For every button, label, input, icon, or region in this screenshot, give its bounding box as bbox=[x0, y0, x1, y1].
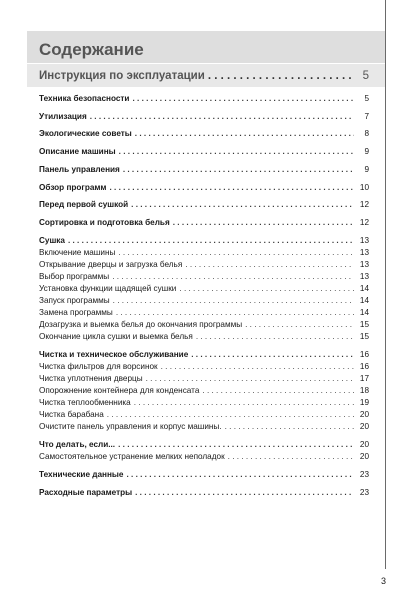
toc-entry-text: Самостоятельное устранение мелких неполадок bbox=[39, 452, 225, 461]
toc-entry[interactable] bbox=[39, 111, 369, 123]
leader-dots bbox=[107, 409, 354, 421]
toc-entry[interactable] bbox=[39, 271, 369, 283]
leader-dots bbox=[68, 235, 354, 247]
toc-entry-text: Расходные параметры bbox=[39, 488, 133, 497]
toc-entry-page: 9 bbox=[364, 165, 369, 174]
leader-dots bbox=[131, 199, 354, 211]
toc-entry-text: Включение машины bbox=[39, 248, 116, 257]
toc-entry-page: 20 bbox=[359, 422, 369, 431]
leader-dots bbox=[123, 164, 354, 176]
toc-entry-text: Панель управления bbox=[39, 165, 120, 174]
leader-dots bbox=[173, 217, 354, 229]
toc-entry-page: 13 bbox=[359, 236, 369, 245]
toc-entry-text: Дозагрузка и выемка белья до окончания программы bbox=[39, 320, 243, 329]
toc-entry-text: Описание машины bbox=[39, 147, 116, 156]
toc-entry[interactable] bbox=[39, 487, 369, 499]
leader-dots bbox=[196, 331, 354, 343]
leader-dots bbox=[126, 469, 354, 481]
toc-entry-text: Выбор программы bbox=[39, 272, 110, 281]
toc-entry-text: Установка функции щадящей сушки bbox=[39, 284, 177, 293]
leader-dots bbox=[202, 385, 354, 397]
toc-entry-page: 20 bbox=[359, 452, 369, 461]
toc-entry[interactable] bbox=[39, 283, 369, 295]
toc-entry[interactable] bbox=[39, 307, 369, 319]
toc-entry-text: Открывание дверцы и загрузка белья bbox=[39, 260, 183, 269]
toc-entry-text: Опорожнение контейнера для конденсата bbox=[39, 386, 200, 395]
toc-entry-text: Сушка bbox=[39, 236, 65, 245]
toc-entry-page: 23 bbox=[359, 470, 369, 479]
toc-entry-page: 15 bbox=[359, 320, 369, 329]
leader-dots bbox=[116, 307, 354, 319]
toc-entry-text: Что делать, если... bbox=[39, 440, 116, 449]
page-number: 3 bbox=[381, 576, 387, 586]
toc-entry-page: 16 bbox=[359, 350, 369, 359]
leader-dots bbox=[161, 361, 354, 373]
toc-entry[interactable] bbox=[39, 128, 369, 140]
toc-entry-text: Чистка теплообменника bbox=[39, 398, 131, 407]
toc-entry[interactable] bbox=[39, 199, 369, 211]
toc-entry[interactable] bbox=[39, 146, 369, 158]
toc-entry-text: Чистка уплотнения дверцы bbox=[39, 374, 143, 383]
toc-entry-text: Утилизация bbox=[39, 112, 87, 121]
toc-entry[interactable] bbox=[39, 409, 369, 421]
toc-entry-text: Запуск программы bbox=[39, 296, 110, 305]
toc-entry[interactable] bbox=[39, 451, 369, 463]
toc-entry[interactable] bbox=[39, 259, 369, 271]
leader-dots bbox=[132, 93, 354, 105]
toc-entry[interactable] bbox=[39, 385, 369, 397]
toc-main-entry-text: Инструкция по эксплуатации bbox=[39, 70, 205, 82]
leader-dots bbox=[146, 373, 354, 385]
toc-entry-page: 13 bbox=[359, 260, 369, 269]
leader-dots bbox=[90, 111, 354, 123]
toc-entry[interactable] bbox=[39, 361, 369, 373]
toc-entry-page: 13 bbox=[359, 248, 369, 257]
toc-entry[interactable] bbox=[39, 93, 369, 105]
toc-entry-page: 9 bbox=[364, 147, 369, 156]
toc-entry-page: 16 bbox=[359, 362, 369, 371]
leader-dots bbox=[185, 259, 354, 271]
toc-entry[interactable] bbox=[39, 331, 369, 343]
toc-entry-text: Окончание цикла сушки и выемка белья bbox=[39, 332, 193, 341]
leader-dots bbox=[134, 397, 354, 409]
toc-entry-page: 12 bbox=[359, 200, 369, 209]
toc-entry-text: Чистка барабана bbox=[39, 410, 104, 419]
toc-entry-page: 8 bbox=[364, 129, 369, 138]
toc-entry[interactable] bbox=[39, 319, 369, 331]
leader-dots bbox=[135, 128, 354, 140]
toc-entry-page: 14 bbox=[359, 308, 369, 317]
toc-entry-text: Сортировка и подготовка белья bbox=[39, 218, 170, 227]
toc-entry[interactable] bbox=[39, 421, 369, 433]
vertical-rule bbox=[385, 0, 386, 569]
toc-entry-page: 19 bbox=[359, 398, 369, 407]
toc-entry-text: Техника безопасности bbox=[39, 94, 130, 103]
toc-entry-page: 12 bbox=[359, 218, 369, 227]
table-of-contents bbox=[39, 0, 369, 595]
toc-entry-page: 5 bbox=[364, 94, 369, 103]
leader-dots bbox=[118, 439, 354, 451]
leader-dots bbox=[110, 182, 355, 194]
leader-dots bbox=[191, 349, 354, 361]
leader-dots bbox=[119, 146, 354, 158]
toc-entry-page: 15 bbox=[359, 332, 369, 341]
toc-entry-text: Экологические советы bbox=[39, 129, 132, 138]
leader-dots bbox=[179, 283, 354, 295]
toc-entry[interactable] bbox=[39, 182, 369, 194]
leader-dots bbox=[225, 421, 354, 433]
leader-dots bbox=[112, 271, 354, 283]
toc-entry[interactable] bbox=[39, 373, 369, 385]
toc-entry[interactable] bbox=[39, 164, 369, 176]
toc-entry-page: 13 bbox=[359, 272, 369, 281]
toc-entry-page: 14 bbox=[359, 284, 369, 293]
leader-dots bbox=[228, 451, 354, 463]
toc-entry-page: 20 bbox=[359, 440, 369, 449]
toc-entry[interactable] bbox=[39, 295, 369, 307]
toc-entry[interactable] bbox=[39, 397, 369, 409]
toc-entry-text: Замена программы bbox=[39, 308, 113, 317]
toc-entry[interactable] bbox=[39, 235, 369, 247]
toc-entry-page: 10 bbox=[359, 183, 369, 192]
toc-entry[interactable] bbox=[39, 349, 369, 361]
toc-entry-page: 23 bbox=[359, 488, 369, 497]
toc-entry[interactable] bbox=[39, 439, 369, 451]
toc-entry-text: Очистите панель управления и корпус машины. bbox=[39, 422, 222, 431]
leader-dots bbox=[135, 487, 354, 499]
toc-entry-text: Перед первой сушкой bbox=[39, 200, 129, 209]
toc-entry-text: Чистка фильтров для ворсинок bbox=[39, 362, 158, 371]
toc-entry-page: 20 bbox=[359, 410, 369, 419]
leader-dots bbox=[113, 295, 354, 307]
toc-entry-page: 18 bbox=[359, 386, 369, 395]
toc-entry[interactable] bbox=[39, 247, 369, 259]
toc-main-entry-page: 5 bbox=[362, 70, 369, 82]
toc-entry-page: 7 bbox=[364, 112, 369, 121]
toc-entry-page: 17 bbox=[359, 374, 369, 383]
toc-entry-text: Обзор программ bbox=[39, 183, 107, 192]
toc-entry-page: 14 bbox=[359, 296, 369, 305]
toc-entry-text: Технические данные bbox=[39, 470, 124, 479]
toc-entry[interactable] bbox=[39, 217, 369, 229]
page-title: Содержание bbox=[39, 40, 144, 59]
leader-dots bbox=[118, 247, 354, 259]
leader-dots bbox=[245, 319, 354, 331]
toc-entry[interactable] bbox=[39, 469, 369, 481]
toc-entry-text: Чистка и техническое обслуживание bbox=[39, 350, 189, 359]
